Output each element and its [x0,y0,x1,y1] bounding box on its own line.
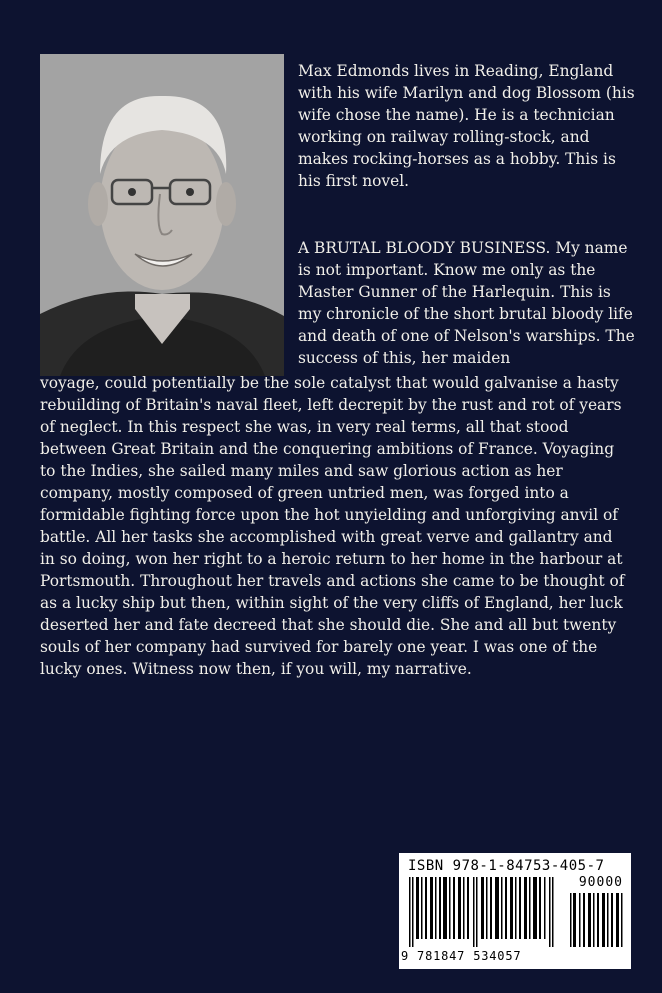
author-photo [40,54,284,376]
blurb-intro: A BRUTAL BLOODY BUSINESS. My name is not important. Know me only as the Master Gunner of the Harlequin. This is my chronicle of the short brutal bloody life and death of one of Nelson's warships. The success of this, her maiden [298,239,635,367]
price-bars [569,893,623,947]
ean-digits: 9 781847 534057 [401,949,522,963]
isbn-barcode [399,853,631,969]
author-bio: Max Edmonds lives in Reading, England with his wife Marilyn and dog Blossom (his wife chose the name). He is a technician working on railway rolling-stock, and makes rocking-horses as a hobby. This is his first novel. [298,62,635,190]
isbn-label: ISBN 978-1-84753-405-7 [408,858,605,874]
price-code: 90000 [578,875,623,890]
ean-bars [407,877,557,947]
blurb-body: voyage, could potentially be the sole catalyst that would galvanise a hasty rebuilding of Britain's naval fleet, left decrepit by the rust and rot of years of neglect. In this respect she was, in very real terms, all that stood between Great Britain and the conquering ambitions of France. Voyaging to the Indies, she sailed many miles and saw glorious action as her company, mostly composed of green untried men, was forged into a formidable fighting force upon the hot unyielding and unforgiving anvil of battle. All her tasks she accomplished with great verve and gallantry and in so doing, won her right to a heroic return to her home in the harbour at Portsmouth. Throughout her travels and actions she came to be thought of as a lucky ship but then, within sight of the very cliffs of England, her luck deserted her and fate decreed that she should die. She and all but twenty souls of her company had survived for barely one year. I was one of the lucky ones. Witness now then, if you will, my narrative. [40,374,625,678]
